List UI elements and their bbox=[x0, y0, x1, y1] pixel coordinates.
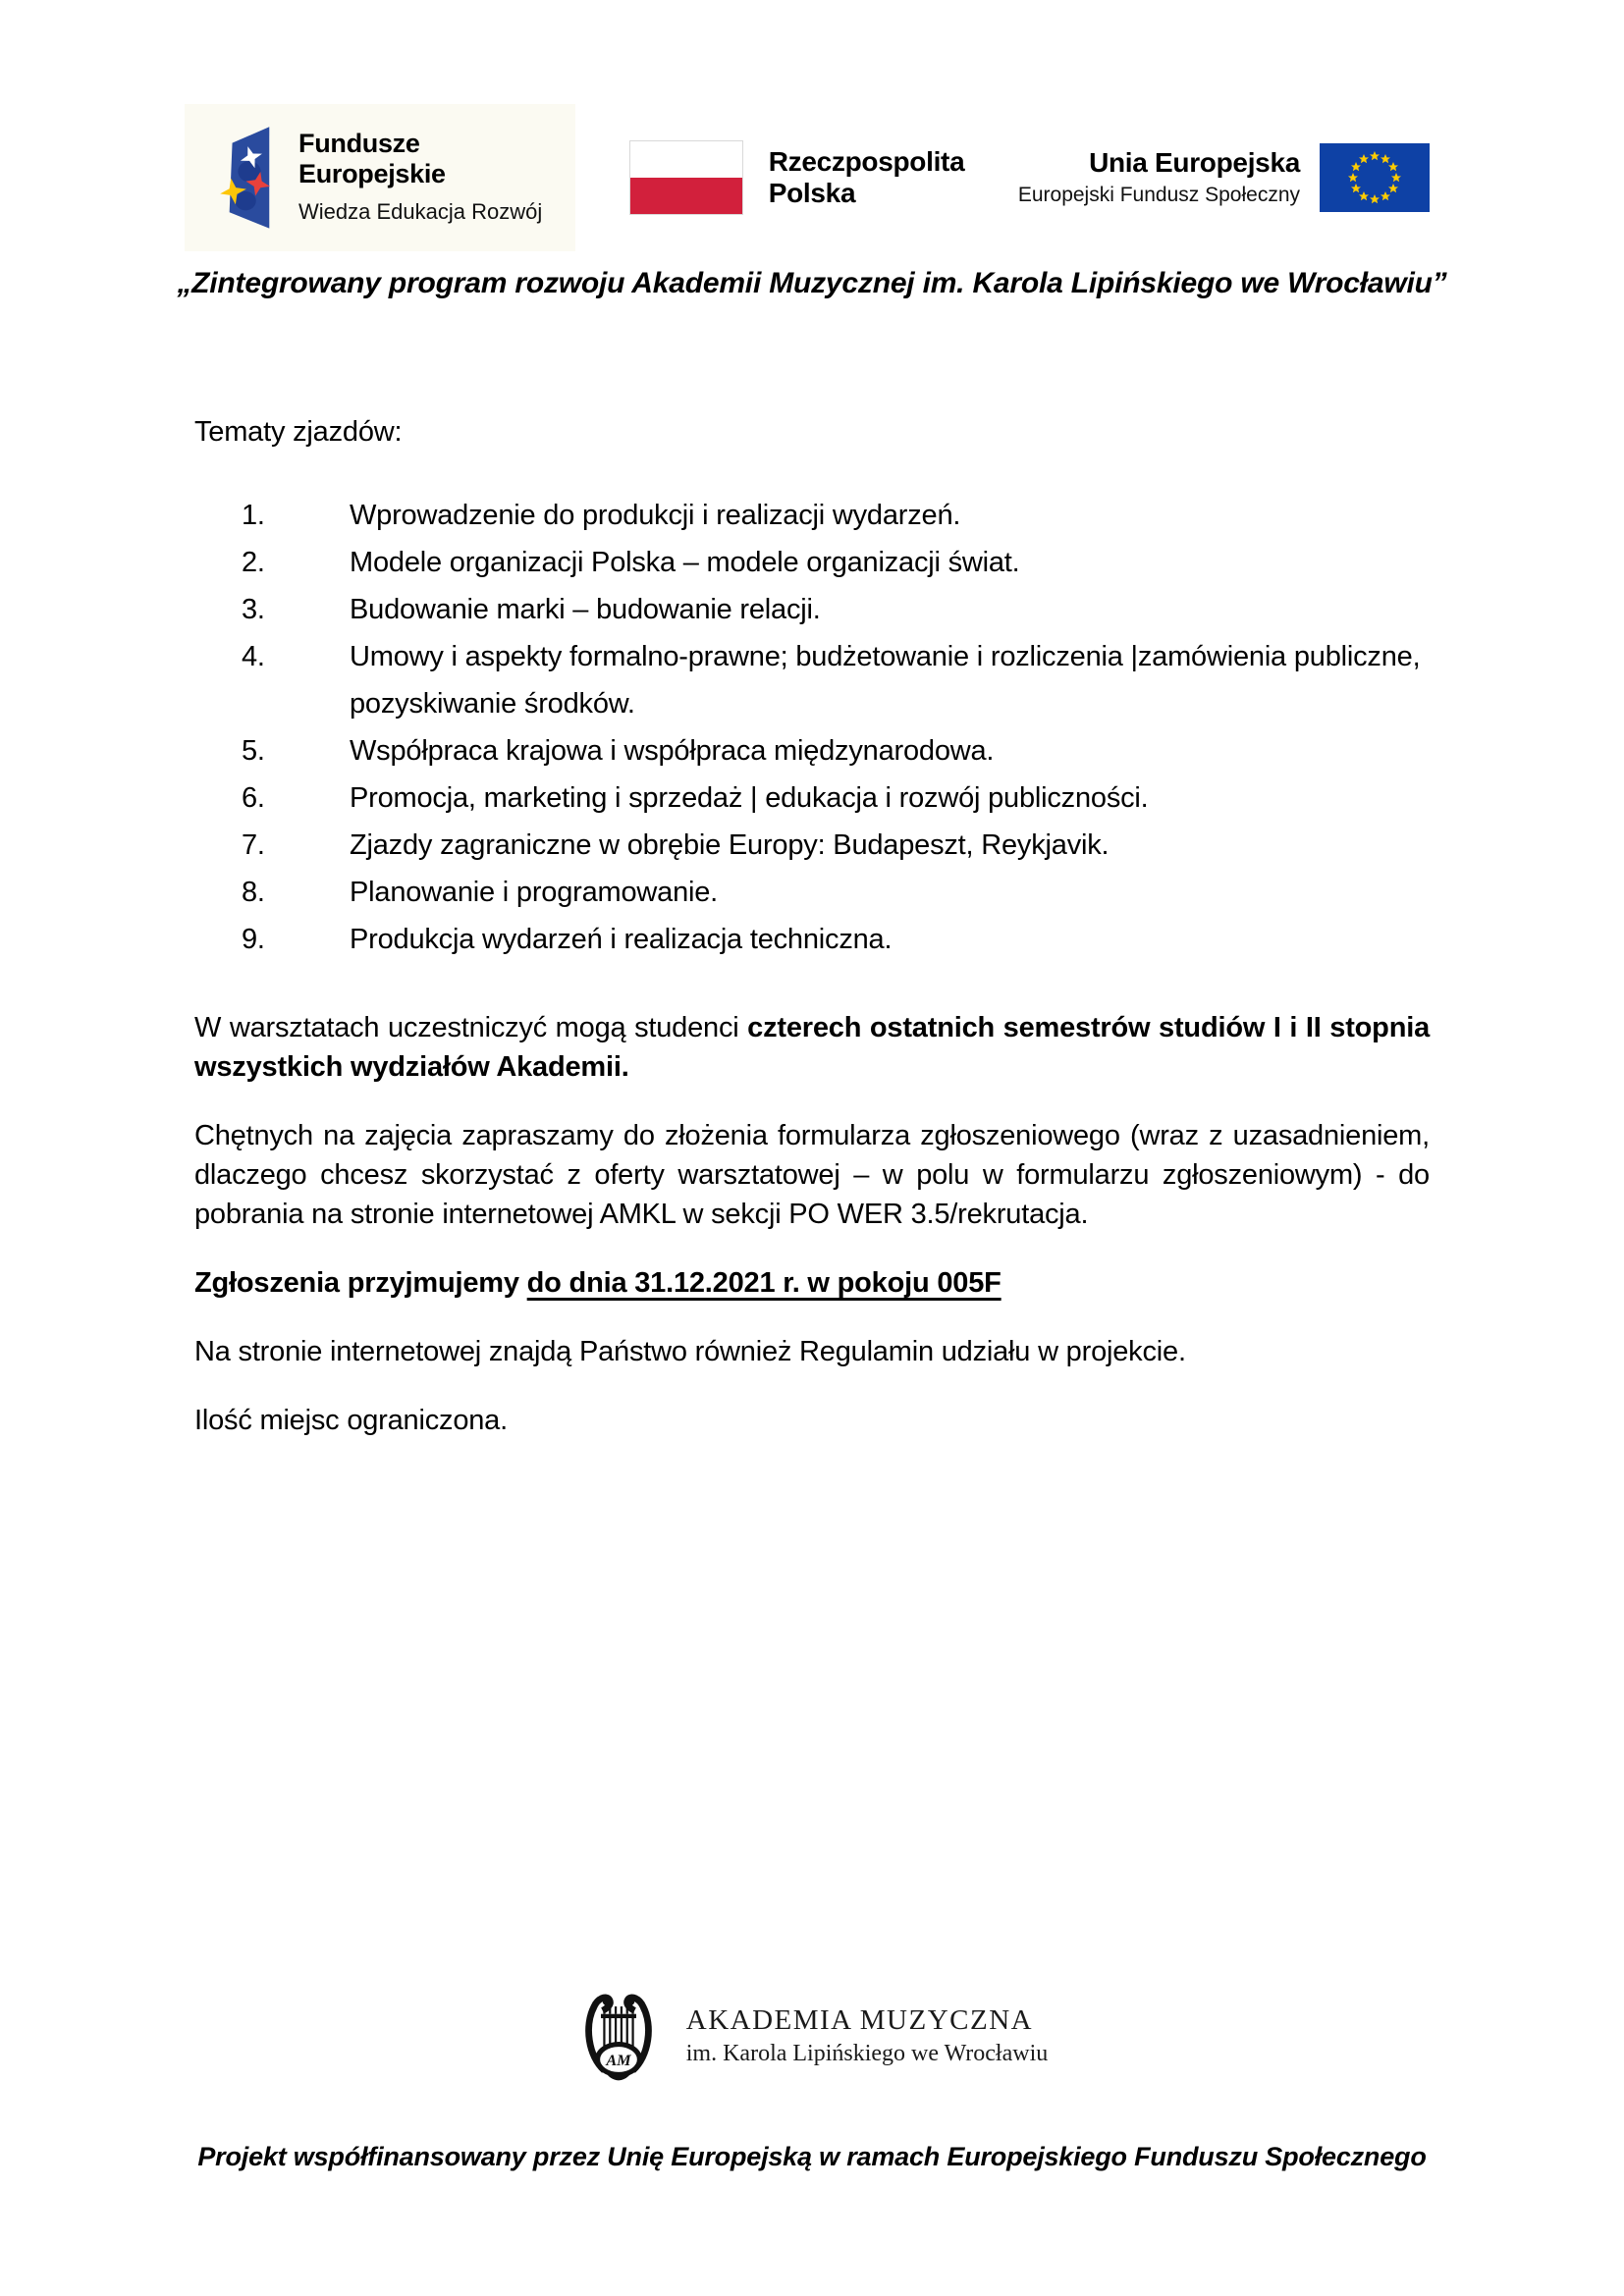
topic-text: Umowy i aspekty formalno-prawne; budżetowanie i rozliczenia |zamówienia publiczne, pozyskiwanie środków. bbox=[350, 641, 1421, 720]
academy-subtitle: im. Karola Lipińskiego we Wrocławiu bbox=[685, 2041, 1049, 2066]
topic-item bbox=[194, 586, 1430, 633]
academy-logo-block bbox=[0, 1989, 1624, 2083]
academy-name-block bbox=[686, 2004, 1049, 2067]
eu-flag-icon bbox=[1320, 143, 1430, 212]
fundusze-line1: Fundusze bbox=[298, 129, 420, 158]
topic-number: 9. bbox=[242, 924, 265, 955]
topic-number: 8. bbox=[242, 877, 265, 908]
unia-line2: Europejski Fundusz Społeczny bbox=[1017, 184, 1300, 206]
topic-text: Promocja, marketing i sprzedaż | edukacja i rozwój publiczności. bbox=[350, 782, 1149, 814]
unia-europejska-logo bbox=[1018, 143, 1430, 212]
topic-text: Modele organizacji Polska – modele organizacji świat. bbox=[350, 547, 1020, 578]
topic-text: Produkcja wydarzeń i realizacja techniczna. bbox=[350, 924, 893, 955]
paragraph-limited-seats: Ilość miejsc ograniczona. bbox=[194, 1405, 508, 1436]
document-body bbox=[194, 416, 1430, 1440]
unia-line1: Unia Europejska bbox=[1089, 147, 1300, 178]
paragraph-application: Chętnych na zajęcia zapraszamy do złożenia formularza zgłoszeniowego (wraz z uzasadnieniem, dlaczego chcesz skorzystać z oferty warsztatowej – w polu w formularzu zgłoszeniowym) - do pobrania na stronie internetowej AMKL w sekcji PO WER 3.5/rekrutacja. bbox=[194, 1120, 1430, 1230]
project-title: „Zintegrowany program rozwoju Akademii Muzycznej im. Karola Lipińskiego we Wrocławiu” bbox=[177, 267, 1447, 299]
polska-line2: Polska bbox=[768, 178, 856, 208]
topic-number: 4. bbox=[242, 641, 265, 672]
academy-name: AKADEMIA MUZYCZNA bbox=[685, 2004, 1034, 2036]
topic-number: 2. bbox=[242, 547, 265, 578]
topic-number: 5. bbox=[242, 735, 265, 767]
topic-item bbox=[194, 916, 1430, 963]
polska-line1: Rzeczpospolita bbox=[768, 146, 965, 177]
topic-text: Planowanie i programowanie. bbox=[350, 877, 719, 908]
unia-europejska-text bbox=[1018, 148, 1300, 207]
fundusze-europejskie-text bbox=[298, 129, 542, 225]
paragraph-deadline-lead: Zgłoszenia przyjmujemy bbox=[194, 1267, 527, 1299]
paragraph-deadline bbox=[194, 1263, 1430, 1303]
fundusze-europejskie-flag-icon bbox=[220, 117, 277, 237]
topics-heading: Tematy zjazdów: bbox=[194, 416, 403, 448]
topic-item bbox=[194, 492, 1430, 539]
topic-item bbox=[194, 822, 1430, 869]
topic-item bbox=[194, 774, 1430, 822]
paragraph-regulations: Na stronie internetowej znajdą Państwo również Regulamin udziału w projekcie. bbox=[194, 1336, 1186, 1367]
topic-item bbox=[194, 539, 1430, 586]
topic-text: Wprowadzenie do produkcji i realizacji wydarzeń. bbox=[350, 500, 961, 531]
topics-list bbox=[194, 492, 1430, 963]
poland-flag-red-stripe bbox=[630, 178, 742, 214]
rzeczpospolita-polska-text bbox=[769, 146, 965, 209]
lyre-monogram: AM bbox=[606, 2051, 631, 2069]
rzeczpospolita-polska-logo bbox=[629, 140, 965, 215]
paragraph-participants bbox=[194, 1008, 1430, 1087]
header-logos bbox=[185, 104, 1430, 251]
lyre-icon bbox=[576, 1989, 661, 2083]
paragraph-participants-bold: czterech ostatnich semestrów studiów I i II stopnia wszystkich wydziałów Akademii. bbox=[194, 1012, 1430, 1083]
topic-item bbox=[194, 633, 1430, 727]
topic-number: 7. bbox=[242, 829, 265, 861]
topic-item bbox=[194, 727, 1430, 774]
topic-text: Zjazdy zagraniczne w obrębie Europy: Budapeszt, Reykjavik. bbox=[350, 829, 1110, 861]
poland-flag-white-stripe bbox=[630, 141, 742, 178]
topic-number: 6. bbox=[242, 782, 265, 814]
topic-number: 1. bbox=[242, 500, 265, 531]
topic-text: Współpraca krajowa i współpraca międzynarodowa. bbox=[350, 735, 995, 767]
topic-item bbox=[194, 869, 1430, 916]
fundusze-europejskie-logo bbox=[185, 104, 575, 251]
cofinancing-note: Projekt współfinansowany przez Unię Europejską w ramach Europejskiego Funduszu Społecznego bbox=[197, 2142, 1427, 2171]
fundusze-line2: Europejskie bbox=[298, 159, 446, 188]
topic-number: 3. bbox=[242, 594, 265, 625]
paragraph-deadline-underlined: do dnia 31.12.2021 r. w pokoju 005F bbox=[526, 1267, 1001, 1299]
topic-text: Budowanie marki – budowanie relacji. bbox=[350, 594, 821, 625]
poland-flag-icon bbox=[629, 140, 743, 215]
paragraph-participants-normal: W warsztatach uczestniczyć mogą studenci bbox=[194, 1012, 748, 1043]
fundusze-subtitle: Wiedza Edukacja Rozwój bbox=[298, 199, 543, 224]
